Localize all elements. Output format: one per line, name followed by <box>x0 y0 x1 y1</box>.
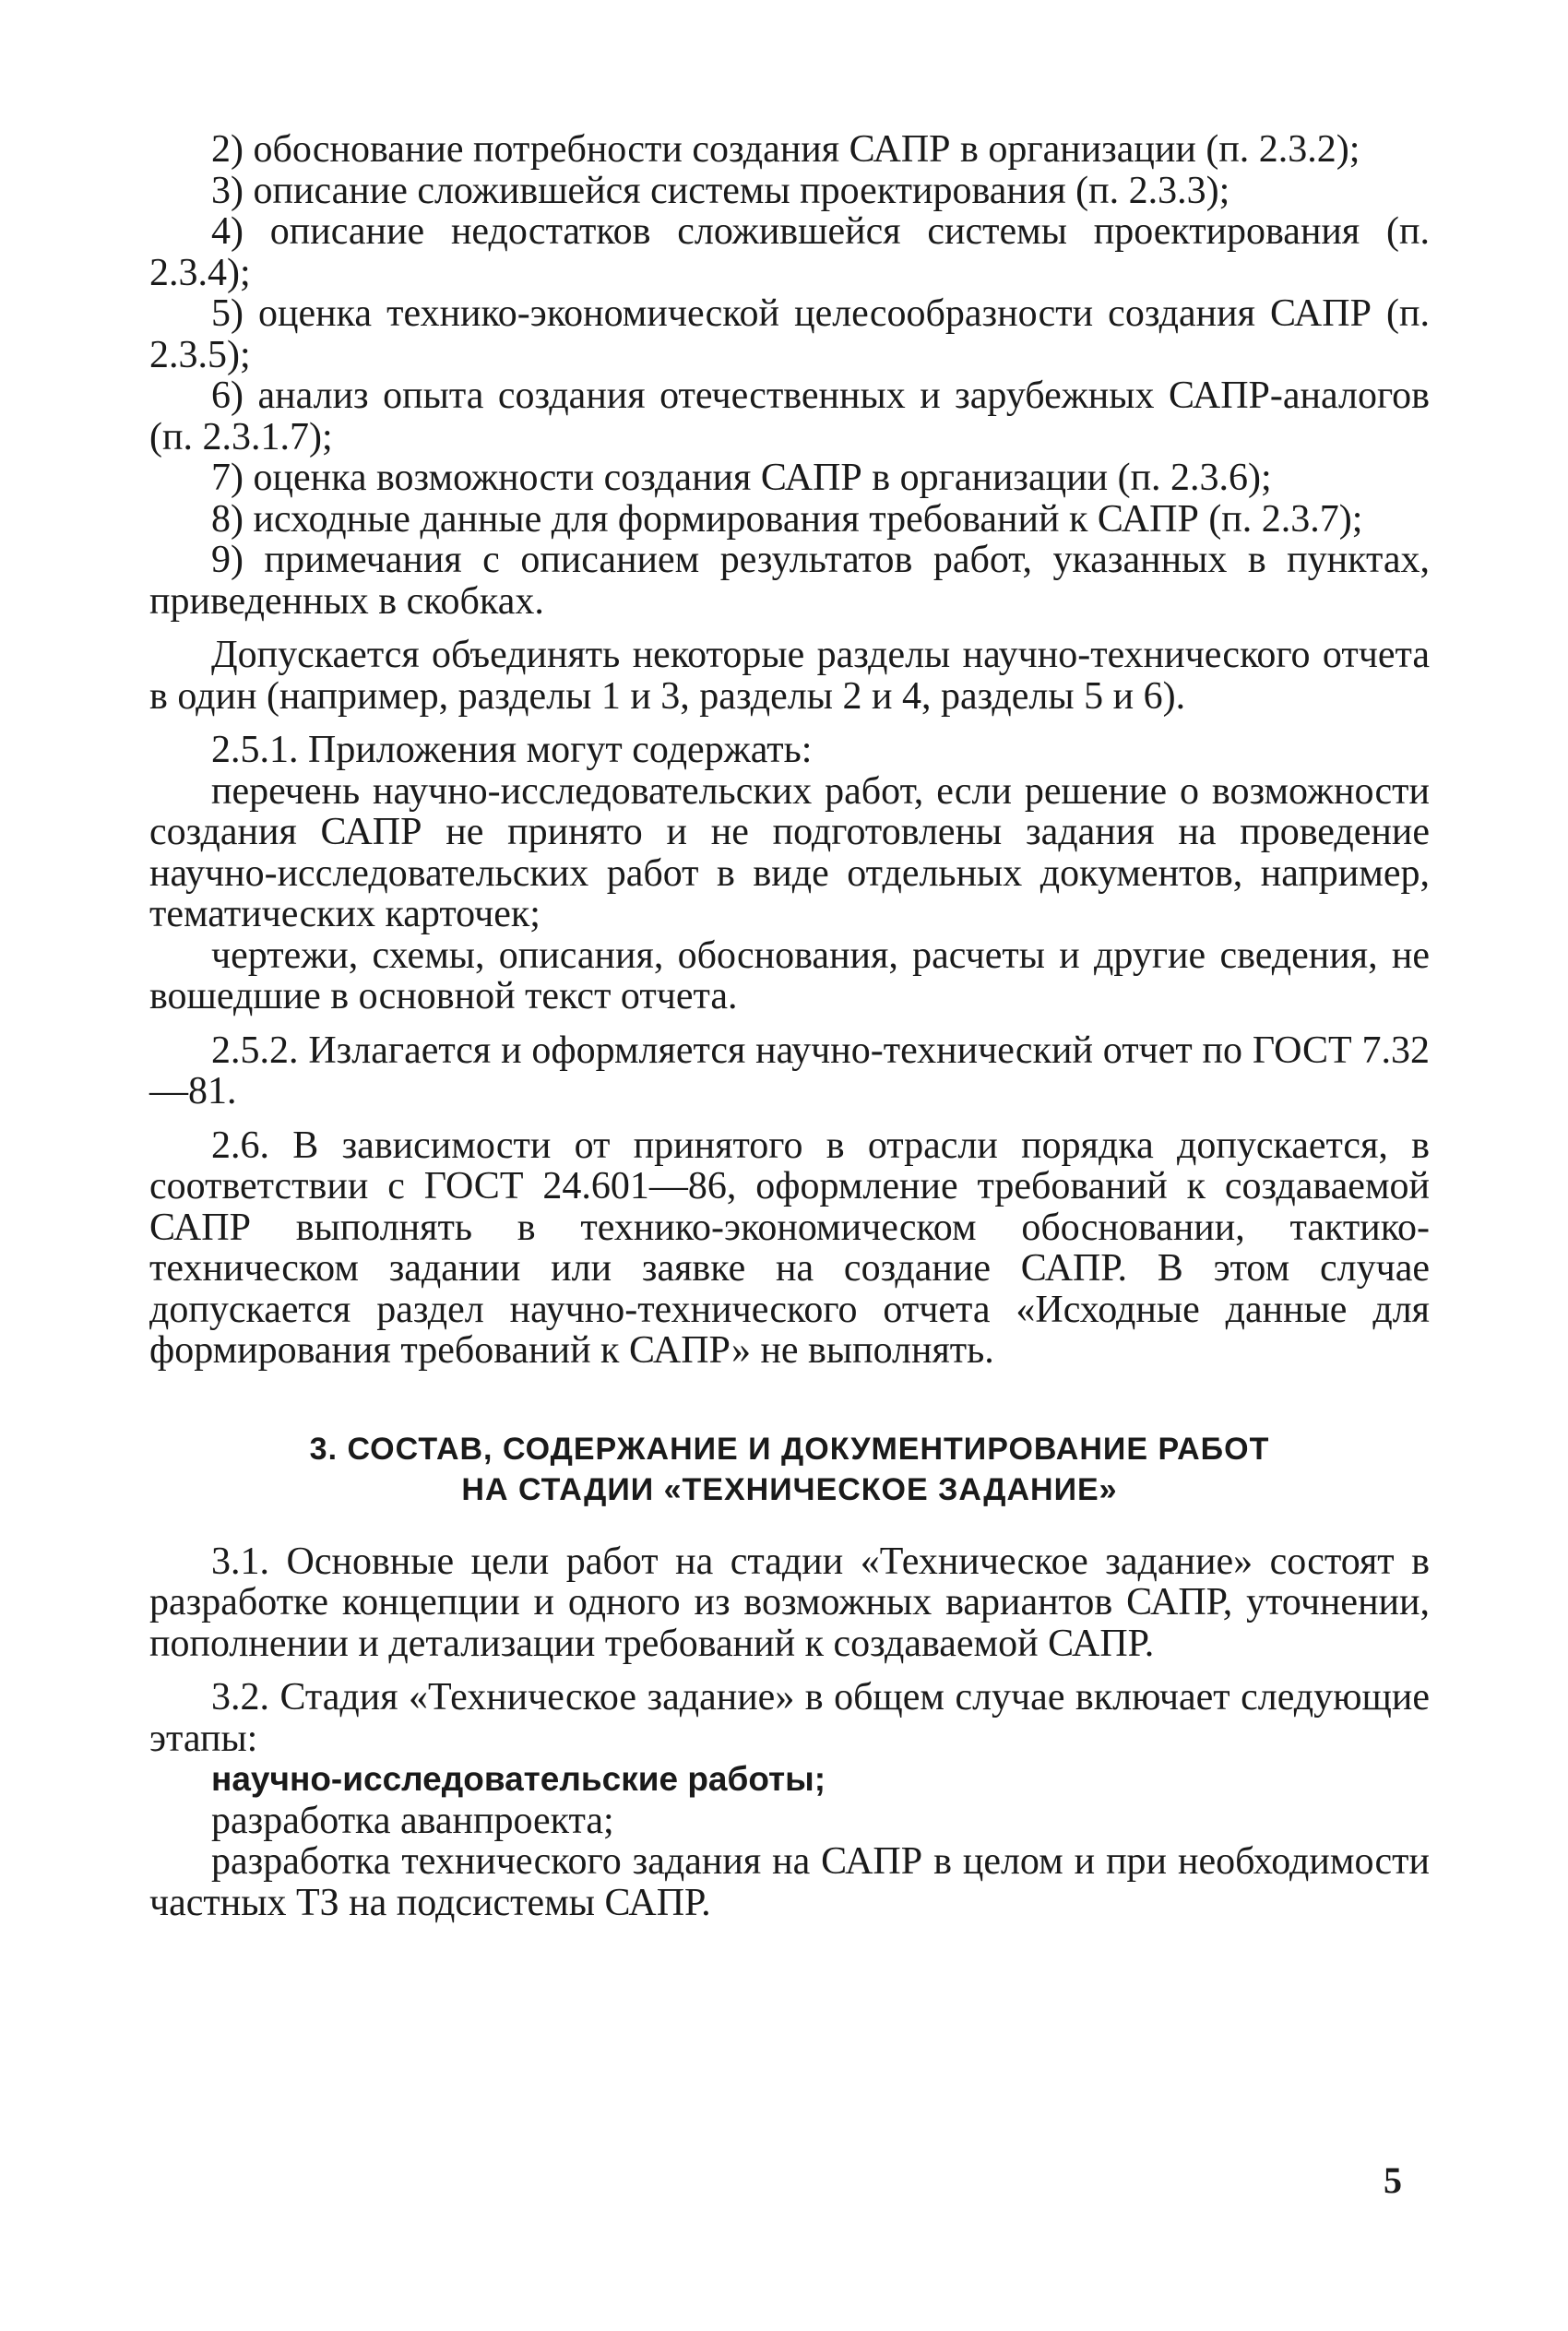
list-item: 7) оценка возможности создания САПР в организации (п. 2.3.6); <box>211 457 1272 499</box>
list-item: 6) анализ опыта создания отечественных и зарубежных САПР-аналогов (п. 2.3.1.7); <box>149 375 1430 458</box>
list-item: 8) исходные данные для формирования требований к САПР (п. 2.3.7); <box>211 497 1363 541</box>
section-heading-line2: НА СТАДИИ «ТЕХНИЧЕСКОЕ ЗАДАНИЕ» <box>461 1471 1118 1507</box>
paragraph-3-1: 3.1. Основные цели работ на стадии «Техническое задание» состоят в разработке концепции и одного из возможных вариантов САПР, уточнении, пополнении и детализации требований к создаваемой САПР. <box>149 1540 1430 1665</box>
paragraph-2-5-1-item-b: чертежи, схемы, описания, обоснования, расчеты и другие сведения, не вошедшие в основной текст отчета. <box>149 934 1430 1017</box>
list-item: 4) описание недостатков сложившейся системы проектирования (п. 2.3.4); <box>149 210 1430 294</box>
section-heading-line1: 3. СОСТАВ, СОДЕРЖАНИЕ И ДОКУМЕНТИРОВАНИЕ РАБОТ <box>309 1431 1270 1467</box>
document-page <box>149 129 1430 1923</box>
list-item: 2) обоснование потребности создания САПР в организации (п. 2.3.2); <box>211 128 1360 171</box>
stage-item: разработка технического задания на САПР в целом и при необходимости частных ТЗ на подсистемы САПР. <box>149 1840 1430 1924</box>
paragraph-merge-sections: Допускается объединять некоторые разделы научно-технического отчета в один (например, разделы 1 и 3, разделы 2 и 4, разделы 5 и 6). <box>149 634 1430 718</box>
paragraph-2-5-1: 2.5.1. Приложения могут содержать: <box>211 729 813 771</box>
paragraph-3-2: 3.2. Стадия «Техническое задание» в общем случае включает следующие этапы: <box>149 1676 1430 1760</box>
list-item: 9) примечания с описанием результатов работ, указанных в пунктах, приведенных в скобках. <box>149 539 1430 623</box>
paragraph-2-5-1-item-a: перечень научно-исследовательских работ, если решение о возможности создания САПР не принято и не подготовлены задания на проведение научно-исследовательских работ в виде отдельных документов, например, тематических карточек; <box>149 769 1430 935</box>
section-heading <box>149 1429 1430 1510</box>
page-number: 5 <box>1384 2159 1402 2201</box>
list-item: 3) описание сложившейся системы проектирования (п. 2.3.3); <box>211 169 1230 212</box>
stage-item: разработка аванпроекта; <box>211 1799 614 1842</box>
stage-item: научно-исследовательские работы; <box>211 1760 826 1798</box>
paragraph-2-5-2: 2.5.2. Излагается и оформляется научно-технический отчет по ГОСТ 7.32—81. <box>149 1029 1430 1112</box>
paragraph-2-6: 2.6. В зависимости от принятого в отрасли порядка допускается, в соответствии с ГОСТ 24.601—86, оформление требований к создаваемой САПР выполнять в технико-экономическом обосновании, тактико-техническом задании или заявке на создание САПР. В этом случае допускается раздел научно-технического отчета «Исходные данные для формирования требований к САПР» не выполнять. <box>149 1124 1430 1372</box>
list-item: 5) оценка технико-экономической целесообразности создания САПР (п. 2.3.5); <box>149 292 1430 376</box>
